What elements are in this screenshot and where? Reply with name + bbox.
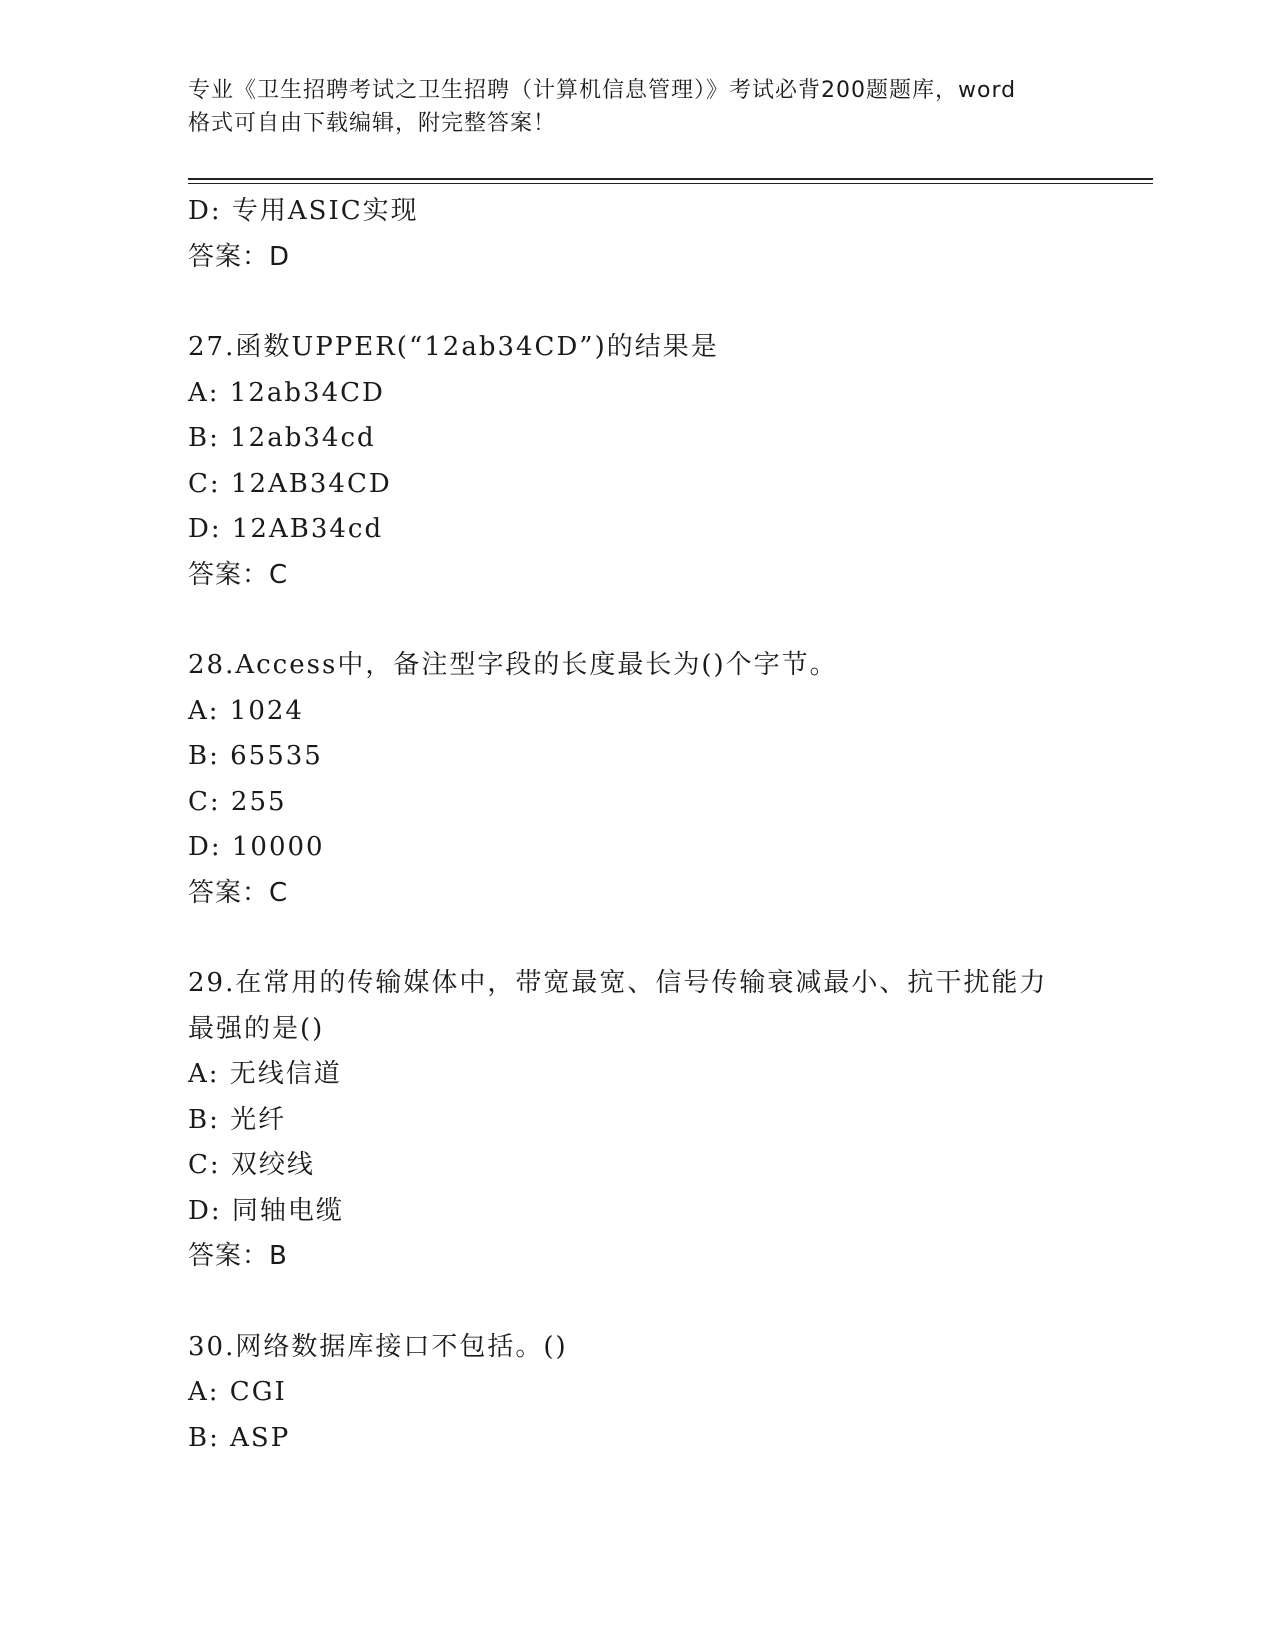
option-c: C: 双绞线: [188, 1150, 315, 1180]
answer-line: 答案：B: [188, 1241, 288, 1271]
question-list: [188, 189, 1138, 1461]
option-c: C: 12AB34CD: [188, 468, 392, 499]
answer-line: 答案：D: [188, 241, 291, 272]
option-a: A: 无线信道: [188, 1059, 342, 1089]
answer-line: 答案：C: [188, 877, 289, 908]
header-divider-thick: [188, 178, 1153, 180]
option-d: D: 10000: [188, 832, 325, 862]
question-28: [188, 643, 1138, 916]
option-d: D: 专用ASIC实现: [188, 196, 419, 226]
spacer: [188, 598, 1138, 643]
question-stem: 28.Access中，备注型字段的长度最长为()个字节。: [188, 650, 838, 680]
question-30: [188, 1325, 1138, 1462]
option-b: B: 65535: [188, 741, 323, 771]
question-stem-line-2: 最强的是(): [188, 1013, 325, 1044]
option-a: A: 1024: [188, 695, 304, 726]
header-title-line-1: 专业《卫生招聘考试之卫生招聘（计算机信息管理）》考试必背200题题库，word: [188, 78, 1017, 103]
question-stem-line-1: 29.在常用的传输媒体中，带宽最宽、信号传输衰减最小、抗干扰能力: [188, 968, 1048, 998]
question-29: [188, 961, 1138, 1280]
question-stem: 30.网络数据库接口不包括。(): [188, 1331, 568, 1362]
spacer: [188, 916, 1138, 961]
option-c: C: 255: [188, 786, 287, 817]
header-title-line-2: 格式可自由下载编辑，附完整答案！: [188, 111, 557, 136]
question-fragment: [188, 189, 1138, 280]
spacer: [188, 1280, 1138, 1325]
option-a: A: 12ab34CD: [188, 377, 385, 408]
option-a: A: CGI: [188, 1377, 287, 1407]
answer-line: 答案：C: [188, 559, 289, 590]
question-stem: 27.函数UPPER(“12ab34CD”)的结果是: [188, 332, 719, 362]
option-d: D: 同轴电缆: [188, 1195, 344, 1226]
spacer: [188, 280, 1138, 325]
option-b: B: ASP: [188, 1422, 291, 1453]
question-27: [188, 325, 1138, 598]
option-b: B: 12ab34cd: [188, 423, 376, 453]
header-divider-thin: [188, 183, 1153, 184]
document-header: [188, 74, 1118, 140]
option-b: B: 光纤: [188, 1104, 287, 1135]
option-d: D: 12AB34cd: [188, 514, 384, 544]
